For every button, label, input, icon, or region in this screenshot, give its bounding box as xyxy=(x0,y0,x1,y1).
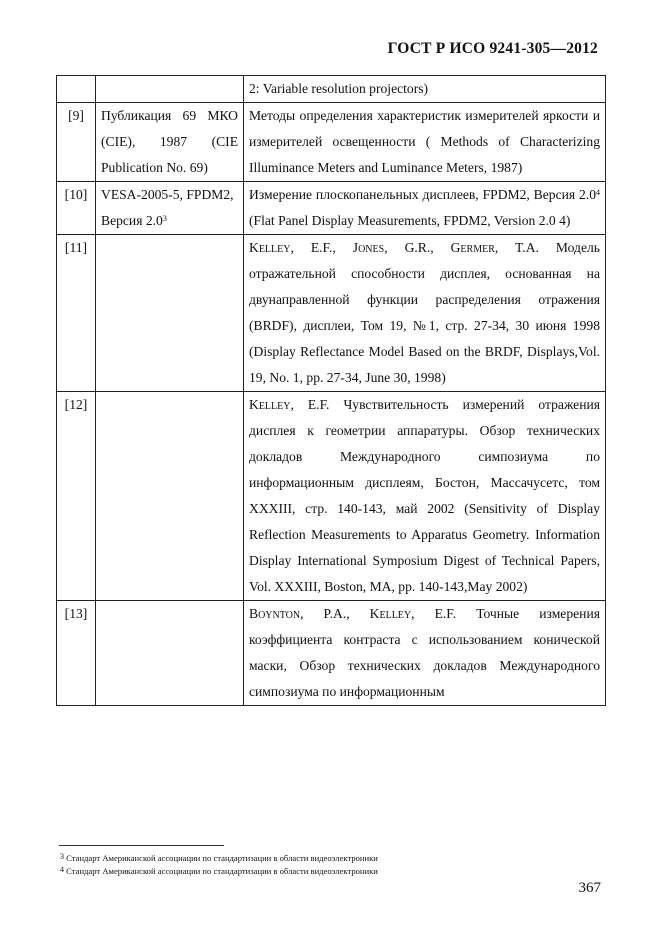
ref-source xyxy=(96,392,244,601)
document-header: ГОСТ Р ИСО 9241-305—2012 xyxy=(387,40,598,57)
footnote-mark: 3 xyxy=(60,852,64,861)
table-row xyxy=(57,392,606,601)
footnote-marker: 4 xyxy=(596,188,600,197)
footnote-3 xyxy=(60,853,378,864)
table-row xyxy=(57,76,606,103)
footnote-marker: 3 xyxy=(162,214,167,223)
ref-source xyxy=(96,182,244,235)
page-number: 367 xyxy=(578,880,601,896)
ref-title-text: Точные измерения коэффициента контраста с использованием конической маски, Обзор технических докладов Международного симпозиума по информационным xyxy=(249,606,600,699)
bibliography-table xyxy=(56,75,606,706)
ref-title xyxy=(244,182,606,235)
ref-title-text: Модель отражательной способности дисплея, основанная на двунаправленной функции распределения отражения (BRDF), дисплеи, Том 19, №1, стр. 27-34, 30 июня 1998 (Display Reflectance Model Based on the BRDF, Displays,Vol. 19, No. 1, pp. 27-34, June 30, 1998) xyxy=(249,240,600,385)
table-row xyxy=(57,182,606,235)
ref-title-text: Чувствительность измерений отражения дисплея к геометрии аппаратуры. Обзор технических докладов Международного симпозиума по информационным дисплеям, Бостон, Массачусетс, том XXXIII, стр. 140-143, май 2002 (Sensitivity of Display Reflection Measurements to Apparatus Geometry. Information Display International Symposium Digest of Technical Papers, Vol. XXXIII, Boston, MA, pp. 140-143,May 2002) xyxy=(249,397,600,594)
footnote-4 xyxy=(60,866,378,877)
ref-title xyxy=(244,601,606,706)
ref-number: [10] xyxy=(57,182,96,235)
table-row xyxy=(57,235,606,392)
ref-authors: Kelley, E.F. xyxy=(249,397,330,412)
ref-source-text: VESA-2005-5, FPDM2, Версия 2.0 xyxy=(101,187,234,228)
ref-title-text: Измерение плоскопанельных дисплеев, FPDM2, Версия 2.0 xyxy=(249,187,596,202)
table-row xyxy=(57,601,606,706)
ref-title-text-cont: (Flat Panel Display Measurements, FPDM2, Version 2.0 4) xyxy=(249,213,571,228)
ref-source xyxy=(96,601,244,706)
footnote-text: Стандарт Американской ассоциации по стандартизации в области видеоэлектроники xyxy=(64,866,378,876)
ref-title: 2: Variable resolution projectors) xyxy=(244,76,606,103)
ref-number: [13] xyxy=(57,601,96,706)
ref-number: [12] xyxy=(57,392,96,601)
ref-title xyxy=(244,235,606,392)
ref-authors: Kelley, E.F., Jones, G.R., Germer, T.A. xyxy=(249,240,539,255)
footnote-separator xyxy=(59,845,224,846)
ref-source xyxy=(96,76,244,103)
ref-number xyxy=(57,76,96,103)
ref-title xyxy=(244,392,606,601)
table-row xyxy=(57,103,606,182)
footnote-mark: 4 xyxy=(60,865,64,874)
ref-source xyxy=(96,235,244,392)
footnote-text: Стандарт Американской ассоциации по стандартизации в области видеоэлектроники xyxy=(64,853,378,863)
ref-number: [11] xyxy=(57,235,96,392)
ref-number: [9] xyxy=(57,103,96,182)
ref-source: Публикация 69 МКО (CIE), 1987 (CIE Publication No. 69) xyxy=(96,103,244,182)
ref-title: Методы определения характеристик измерителей яркости и измерителей освещенности ( Methods of Characterizing Illuminance Meters and Luminance Meters, 1987) xyxy=(244,103,606,182)
ref-authors: Boynton, P.A., Kelley, E.F. xyxy=(249,606,457,621)
